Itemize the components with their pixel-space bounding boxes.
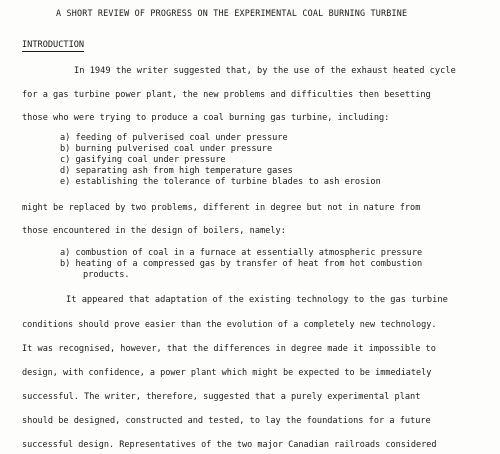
list-item: d) separating ash from high temperature gases	[60, 166, 293, 176]
paragraph-line: should be designed, constructed and tested, to lay the foundations for a future	[22, 416, 431, 426]
paragraph-line: those encountered in the design of boilers, namely:	[22, 226, 286, 236]
list-item: a) feeding of pulverised coal under pressure	[60, 133, 288, 143]
paragraph-line: for a gas turbine power plant, the new problems and difficulties then besetting	[22, 90, 431, 100]
section-heading: INTRODUCTION	[22, 40, 85, 50]
paragraph-line: those who were trying to produce a coal burning gas turbine, including:	[22, 113, 390, 123]
list-item: b) burning pulverised coal under pressure	[60, 144, 273, 154]
list-item: e) establishing the tolerance of turbine blades to ash erosion	[60, 177, 381, 187]
paragraph-line: conditions should prove easier than the evolution of a completely new technology.	[22, 320, 437, 330]
paragraph-line: successful. The writer, therefore, suggested that a purely experimental plant	[22, 392, 421, 402]
list-item: b) heating of a compressed gas by transfer of heat from hot combustion	[60, 259, 423, 269]
list-item: a) combustion of coal in a furnace at essentially atmospheric pressure	[60, 248, 423, 258]
paragraph-line: successful design. Representatives of the two major Canadian railroads considered	[22, 440, 437, 450]
document-title: A SHORT REVIEW OF PROGRESS ON THE EXPERIMENTAL COAL BURNING TURBINE	[56, 8, 408, 18]
list-item: c) gasifying coal under pressure	[60, 155, 226, 165]
paragraph-line: design, with confidence, a power plant which might be expected to be immediately	[22, 368, 432, 378]
list-item: products.	[83, 270, 130, 280]
paragraph-line: might be replaced by two problems, different in degree but not in nature from	[22, 203, 421, 213]
paragraph-line: It was recognised, however, that the differences in degree made it impossible to	[22, 344, 436, 354]
paragraph-line: It appeared that adaptation of the existing technology to the gas turbine	[66, 295, 448, 305]
paragraph-line: In 1949 the writer suggested that, by the use of the exhaust heated cycle	[74, 66, 456, 76]
